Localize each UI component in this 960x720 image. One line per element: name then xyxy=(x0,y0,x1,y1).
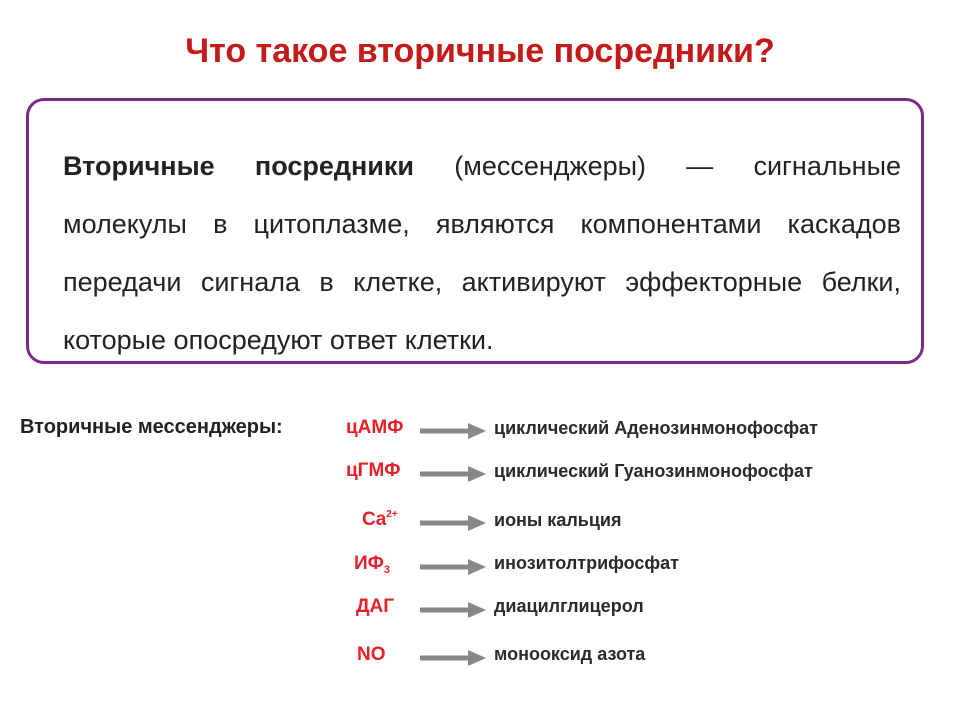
messenger-abbr: цАМФ xyxy=(346,417,404,438)
arrow-icon xyxy=(420,513,488,533)
definition-box xyxy=(26,98,924,364)
messenger-abbr-charge: 2+ xyxy=(386,509,398,520)
messenger-row-no xyxy=(0,644,960,674)
arrow-icon xyxy=(420,648,488,668)
messenger-row-ip3 xyxy=(0,553,960,583)
definition-term: Вторичные посредники xyxy=(63,151,415,181)
messenger-abbr xyxy=(354,553,390,576)
arrow-icon xyxy=(420,464,488,484)
messenger-meaning: инозитолтрифосфат xyxy=(494,553,680,573)
slide-title: Что такое вторичные посредники? xyxy=(185,32,775,70)
messenger-row-dag xyxy=(0,596,960,626)
messenger-meaning: ионы кальция xyxy=(494,510,622,530)
messenger-abbr-base: ИФ xyxy=(354,553,384,574)
definition-text xyxy=(63,137,901,369)
definition-body: (мессенджеры) — сигнальные молекулы в цитоплазме, являются компонентами каскадов передачи сигнала в клетке, активируют эффекторные белки, которые опосредуют ответ клетки. xyxy=(63,151,901,355)
messenger-row-calcium xyxy=(0,509,960,539)
messenger-abbr: ДАГ xyxy=(356,596,395,617)
arrow-icon xyxy=(420,421,488,441)
arrow-icon xyxy=(420,557,488,577)
messengers-label: Вторичные мессенджеры: xyxy=(20,416,283,438)
arrow-icon xyxy=(420,600,488,620)
messenger-abbr-base: Ca xyxy=(362,509,387,530)
messenger-meaning: циклический Аденозинмонофосфат xyxy=(494,418,818,438)
messenger-abbr-index: 3 xyxy=(383,564,390,576)
messenger-row-cgmp xyxy=(0,460,960,490)
messenger-meaning: циклический Гуанозинмонофосфат xyxy=(494,461,813,481)
messenger-abbr xyxy=(362,509,398,531)
messenger-abbr: NO xyxy=(357,644,386,665)
messenger-row-camp xyxy=(0,417,960,447)
messenger-meaning: монооксид азота xyxy=(494,644,646,664)
messenger-meaning: диацилглицерол xyxy=(494,596,644,616)
messenger-abbr: цГМФ xyxy=(346,460,401,481)
